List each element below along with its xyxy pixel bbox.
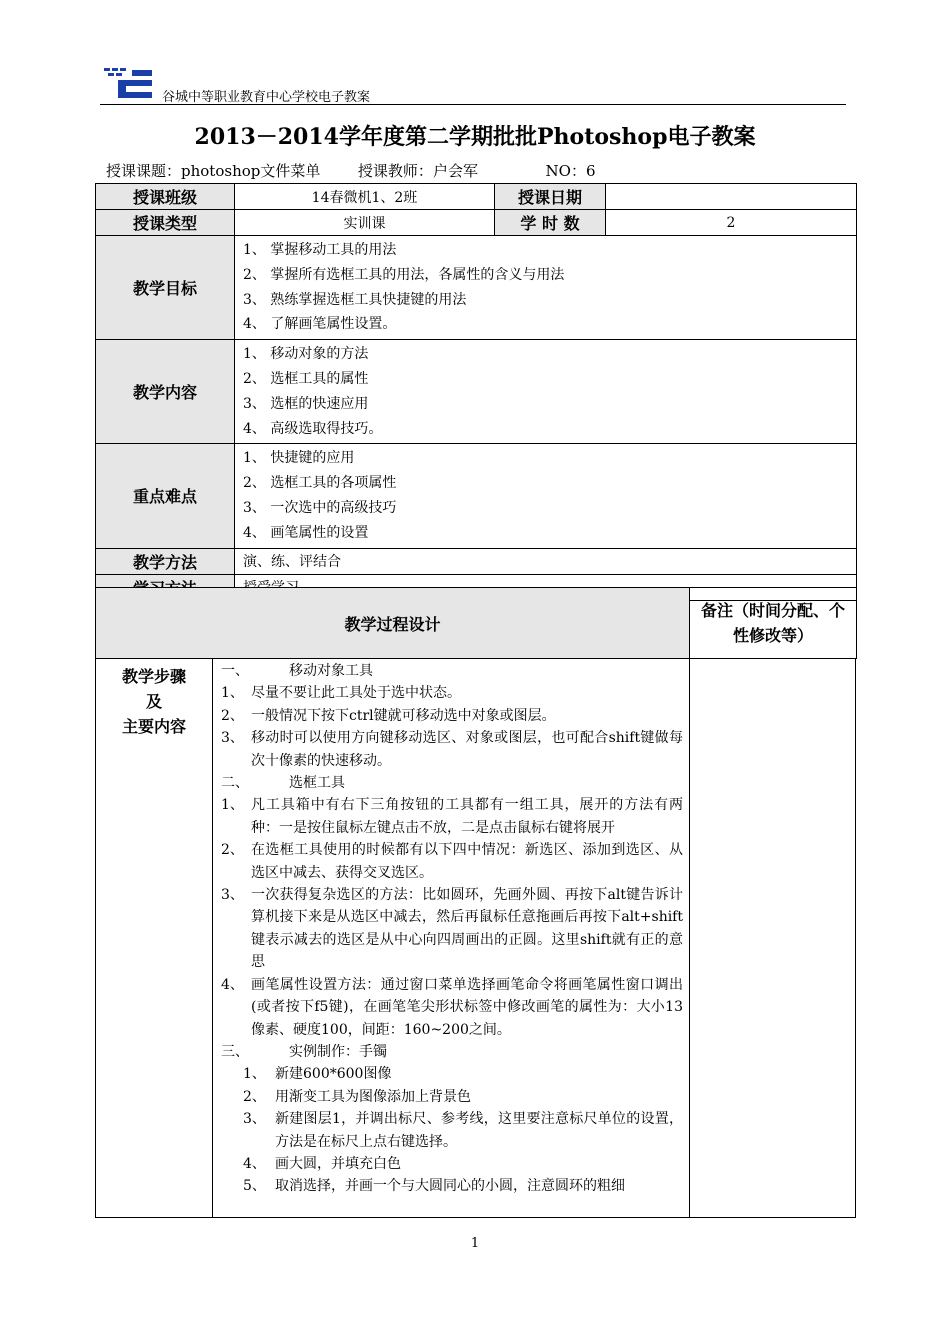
list-item: 3、 熟练掌握选框工具快捷键的用法 [243,291,467,308]
list-item [221,705,683,727]
notes-label: 备注（时间分配、个性修改等） [690,588,857,659]
content-label: 教学内容 [96,340,235,444]
steps-label-line: 教学步骤 [121,667,186,686]
table-row [96,236,857,340]
list-item: 4、 高级选取得技巧。 [243,420,383,437]
list-item [221,1175,683,1197]
list-item: 4、 画笔属性的设置 [243,524,369,541]
school-logo-icon [104,66,156,100]
item-text: 画大圆，并填充白色 [275,1155,401,1172]
item-number: 3、 [243,1111,266,1128]
class-label: 授课班级 [96,184,235,210]
section-number: 一、 [221,663,249,679]
teach-method-value: 演、练、评结合 [235,548,857,574]
process-body [95,658,856,1218]
item-text: 一般情况下按下ctrl键就可移动选中对象或图层。 [251,707,556,724]
page-number: 1 [470,1236,480,1251]
table-row [96,444,857,548]
list-item: 4、 了解画笔属性设置。 [243,316,397,333]
item-number: 1、 [221,685,244,702]
item-number: 1、 [243,1066,266,1083]
keypoints-label: 重点难点 [96,444,235,548]
no-value: 6 [585,162,596,180]
section-title: 实例制作：手镯 [289,1043,387,1060]
hours-value: 2 [606,210,857,236]
section-title: 移动对象工具 [289,663,373,679]
item-number: 4、 [243,1155,266,1172]
process-content [213,658,690,1217]
list-item [221,1063,683,1085]
item-number: 1、 [221,797,244,814]
list-item [221,839,683,884]
school-name: 谷城中等职业教育中心学校电子教案 [162,90,371,105]
list-item [221,727,683,772]
content-list [235,340,857,444]
list-item: 3、 一次选中的高级技巧 [243,499,397,516]
list-item: 2、 选框工具的属性 [243,370,369,387]
date-label: 授课日期 [495,184,606,210]
item-text: 尽量不要让此工具处于选中状态。 [251,685,461,702]
no-label: NO： [545,162,586,180]
section-heading [221,772,683,794]
list-item [221,1108,683,1153]
goals-label: 教学目标 [96,236,235,340]
list-item [221,974,683,1041]
item-text: 移动时可以使用方向键移动选区、对象或图层，也可配合shift键做每次十像素的快速移动。 [251,730,683,769]
list-item [221,1153,683,1175]
class-value: 14春微机1、2班 [235,184,495,210]
item-text: 画笔属性设置方法：通过窗口菜单选择画笔命令将画笔属性窗口调出(或者按下f5键)，在画笔笔尖形状标签中修改画笔的属性为：大小13像素、硬度100，间距：160~200之间。 [251,976,683,1038]
section-heading [221,1041,683,1063]
topic-value: photoshop文件菜单 [181,162,321,180]
teach-method-label: 教学方法 [96,548,235,574]
item-text: 一次获得复杂选区的方法：比如圆环，先画外圆、再按下alt键告诉计算机接下来是从选区中减去，然后再鼠标任意拖画后再按下alt+shift键表示减去的选区是从中心向四周画出的正圆。这里shift就有正的意思 [251,887,683,971]
lesson-info [106,160,596,181]
hours-label: 学 时 数 [495,210,606,236]
table-row [96,340,857,444]
steps-label-line: 及 [145,692,162,711]
item-number: 3、 [221,887,244,904]
item-text: 凡工具箱中有右下三角按钮的工具都有一组工具，展开的方法有两种：一是按住鼠标左键点击不放，二是点击鼠标右键将展开 [251,797,683,836]
item-text: 新建600*600图像 [275,1066,392,1083]
keypoints-list [235,444,857,548]
section-heading [221,660,683,682]
item-number: 4、 [221,976,244,993]
item-text: 用渐变工具为图像添加上背景色 [275,1088,471,1105]
date-value [606,184,857,210]
steps-label-line: 主要内容 [121,717,186,736]
type-label: 授课类型 [96,210,235,236]
item-text: 在选框工具使用的时候都有以下四中情况：新选区、添加到选区、从选区中减去、获得交叉选区。 [251,842,683,881]
goals-list [235,236,857,340]
list-item [221,1086,683,1108]
lesson-table [95,183,857,601]
item-number: 2、 [221,707,244,724]
item-number: 2、 [243,1088,266,1105]
item-text: 新建图层1，并调出标尺、参考线，这里要注意标尺单位的设置，方法是在标尺上点右键选择。 [275,1111,683,1150]
page-title: 2013－2014学年度第二学期批批Photoshop电子教案 [194,124,756,150]
steps-label [96,658,213,1217]
list-item [221,682,683,704]
item-number: 2、 [221,842,244,859]
process-header-table [95,587,857,659]
item-number: 5、 [243,1178,266,1195]
table-row [96,184,857,210]
table-row [96,210,857,236]
list-item [221,884,683,974]
section-title: 选框工具 [289,775,345,792]
list-item: 1、 快捷键的应用 [243,450,355,467]
item-number: 3、 [221,730,244,747]
notes-column [690,658,856,1217]
section-number: 三、 [221,1043,249,1060]
list-item: 3、 选框的快速应用 [243,395,369,412]
list-item [221,794,683,839]
table-row [96,548,857,574]
page-header [100,62,846,105]
item-text: 取消选择，并画一个与大圆同心的小圆，注意圆环的粗细 [275,1178,625,1195]
table-row [96,588,857,659]
section-number: 二、 [221,775,249,792]
list-item: 2、 掌握所有选框工具的用法，各属性的含义与用法 [243,266,565,283]
list-item: 1、 掌握移动工具的用法 [243,242,397,258]
list-item: 2、 选框工具的各项属性 [243,475,397,492]
process-design-label: 教学过程设计 [96,588,690,659]
list-item: 1、 移动对象的方法 [243,346,369,363]
teacher-value: 户会军 [432,162,478,180]
topic-label: 授课课题： [106,162,182,180]
type-value: 实训课 [235,210,495,236]
teacher-label: 授课教师： [357,162,433,180]
